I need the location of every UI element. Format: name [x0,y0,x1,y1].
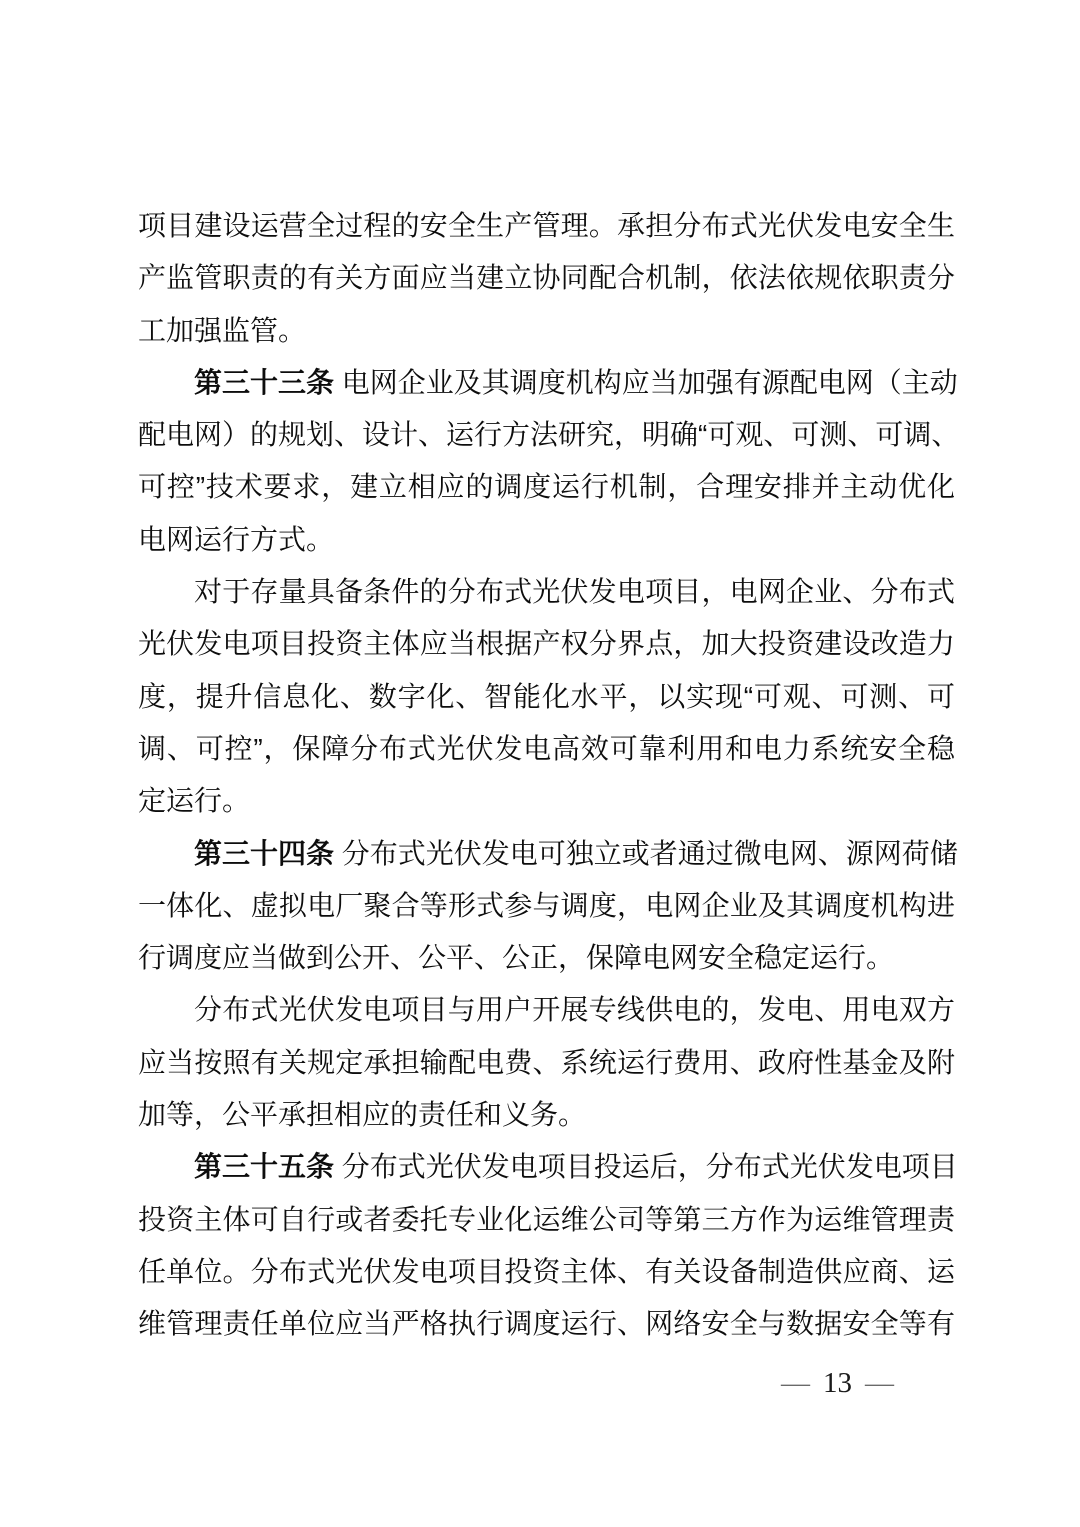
text-line-p6-l3: 任单位。分布式光伏发电项目投资主体、有关设备制造供应商、运 [138,1255,955,1287]
text-line-p5-l1: 分布式光伏发电项目与用户开展专线供电的，发电、用电双方 [194,994,955,1026]
text-line-p3-l4: 调、可控”，保障分布式光伏发电高效可靠利用和电力系统安全稳 [138,732,955,764]
text-line-p3-l2: 光伏发电项目投资主体应当根据产权分界点，加大投资建设改造力 [138,628,955,660]
text-line-p4-l1: 第三十四条 分布式光伏发电可独立或者通过微电网、源网荷储 [194,837,958,869]
text-line-p6-l4: 维管理责任单位应当严格执行调度运行、网络安全与数据安全等有 [138,1308,955,1340]
text-line-p6-l1: 第三十五条 分布式光伏发电项目投运后，分布式光伏发电项目 [194,1151,958,1183]
article-number-label: 第三十四条 [194,837,335,869]
text-line-p5-l2: 应当按照有关规定承担输配电费、系统运行费用、政府性基金及附 [138,1046,955,1078]
document-body [138,200,960,1351]
text-line-p3-l5: 定运行。 [138,785,251,817]
text-line-p6-l2: 投资主体可自行或者委托专业化运维公司等第三方作为运维管理责 [138,1203,955,1235]
text-line-p1-l1: 项目建设运营全过程的安全生产管理。承担分布式光伏发电安全生 [138,210,955,241]
text-line-p4-l2: 一体化、虚拟电厂聚合等形式参与调度，电网企业及其调度机构进 [138,889,955,921]
text-line-p2-l1: 第三十三条 电网企业及其调度机构应当加强有源配电网（主动 [194,366,958,398]
text-line-p1-l3: 工加强监管。 [138,314,307,346]
page-number: 13 [823,1367,852,1399]
page-footer [781,1366,894,1400]
article-number-label: 第三十五条 [194,1151,335,1183]
page-number-dash-right: — [865,1367,894,1399]
text-line-p2-l4: 电网运行方式。 [138,523,335,555]
text-line-p3-l3: 度，提升信息化、数字化、智能化水平，以实现“可观、可测、可 [138,680,955,712]
article-number-label: 第三十三条 [194,366,335,398]
page-number-dash-left: — [781,1367,810,1399]
text-line-p1-l2: 产监管职责的有关方面应当建立协同配合机制，依法依规依职责分 [138,262,955,294]
text-line-p2-l3: 可控”技术要求，建立相应的调度运行机制，合理安排并主动优化 [138,471,955,503]
text-line-p5-l3: 加等，公平承担相应的责任和义务。 [138,1099,587,1131]
text-line-p3-l1: 对于存量具备条件的分布式光伏发电项目，电网企业、分布式 [194,576,955,608]
text-line-p4-l3: 行调度应当做到公开、公平、公正，保障电网安全稳定运行。 [138,942,895,974]
text-line-p2-l2: 配电网）的规划、设计、运行方法研究，明确“可观、可测、可调、 [138,419,960,451]
